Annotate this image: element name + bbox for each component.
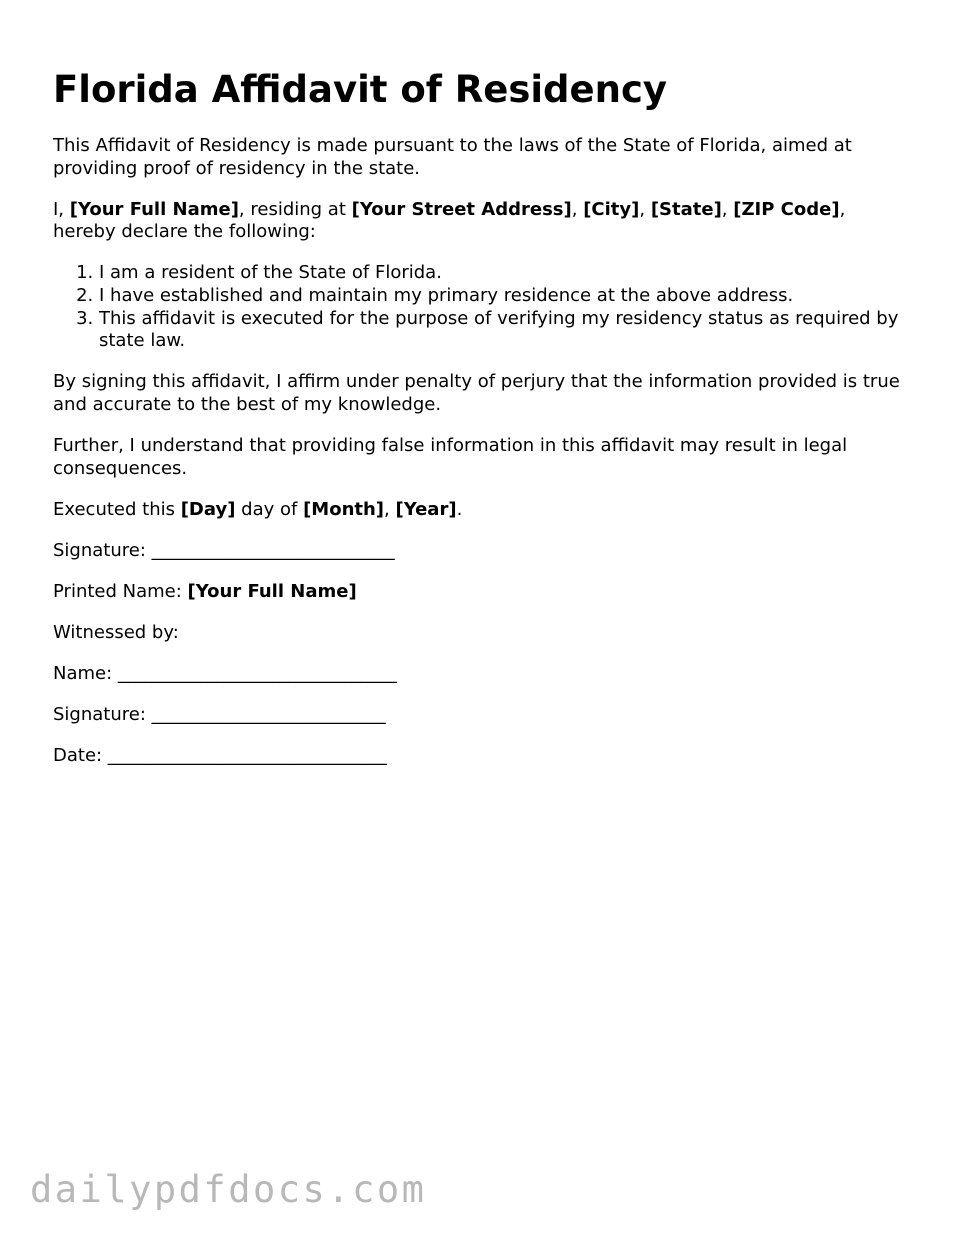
consequences-paragraph: Further, I understand that providing false information in this affidavit may result in legal consequences.: [53, 434, 848, 479]
document-title: Florida Affidavit of Residency: [53, 68, 668, 111]
executed-prefix: Executed this: [53, 498, 181, 520]
year-placeholder: [Year]: [395, 498, 457, 520]
zip-code-placeholder: [ZIP Code]: [733, 198, 840, 220]
day-of-text: day of: [235, 498, 304, 520]
period: .: [456, 498, 463, 520]
affidavit-document: [53, 66, 913, 786]
witness-name-line: Name: _______________________________: [53, 663, 397, 684]
intro-paragraph: This Affidavit of Residency is made pursuant to the laws of the State of Florida, aimed at providing proof of residency in the state.: [53, 135, 852, 179]
witness-signature-line: Signature: __________________________: [53, 704, 386, 726]
city-placeholder: [City]: [583, 198, 640, 220]
day-placeholder: [Day]: [180, 498, 236, 520]
separator: ,: [571, 198, 584, 220]
declaration-prefix: I,: [53, 198, 70, 220]
full-name-placeholder: [Your Full Name]: [69, 198, 239, 220]
residing-at-text: , residing at: [238, 198, 352, 220]
witnessed-by-label: Witnessed by:: [53, 621, 179, 643]
watermark: dailypdfdocs.com: [30, 1168, 427, 1211]
printed-name-placeholder: [Your Full Name]: [187, 580, 357, 602]
signature-line: Signature: ___________________________: [53, 539, 395, 561]
list-item: 3. This affidavit is executed for the purpose of verifying my residency status as required by state law.: [99, 308, 913, 353]
declaration-paragraph: [53, 199, 913, 244]
witness-date-line: Date: _______________________________: [53, 745, 387, 767]
executed-line: [53, 499, 913, 522]
separator: ,: [639, 198, 651, 220]
street-address-placeholder: [Your Street Address]: [351, 198, 572, 220]
printed-name-label: Printed Name:: [53, 580, 188, 602]
month-placeholder: [Month]: [303, 498, 385, 520]
declaration-suffix: , hereby declare the following:: [53, 198, 846, 243]
state-placeholder: [State]: [650, 198, 722, 220]
separator: ,: [721, 198, 734, 220]
separator: ,: [384, 498, 396, 520]
list-item: 2. I have established and maintain my primary residence at the above address.: [99, 285, 913, 308]
statements-list: [53, 262, 913, 352]
affirmation-paragraph: By signing this affidavit, I affirm under penalty of perjury that the information provided is true and accurate to the best of my knowledge.: [53, 371, 900, 415]
printed-name-line: [53, 581, 913, 604]
list-item: 1. I am a resident of the State of Florida.: [99, 262, 913, 285]
